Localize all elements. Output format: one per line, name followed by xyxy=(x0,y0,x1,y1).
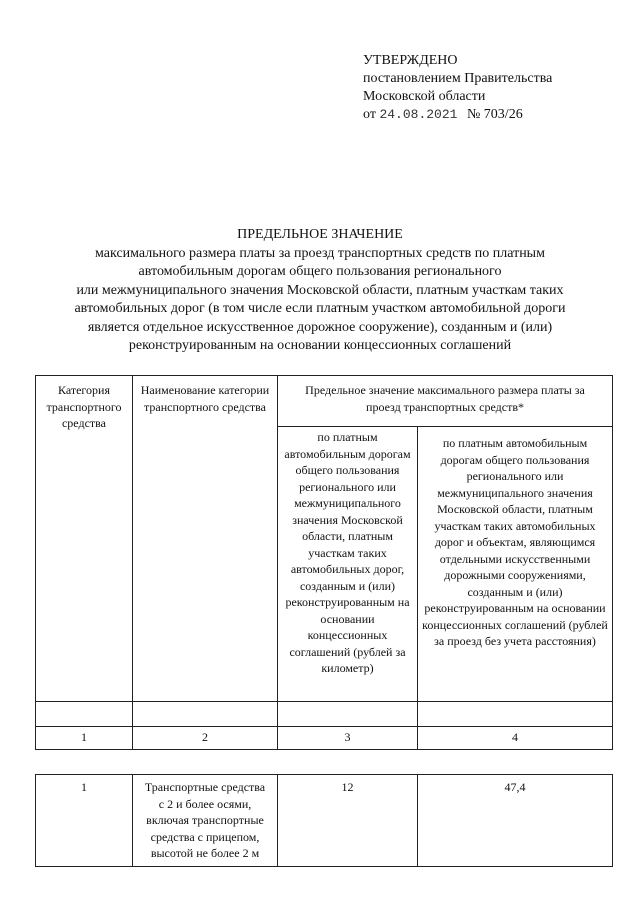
header-category: Категория транспортного средства xyxy=(36,376,133,702)
tariff-table xyxy=(35,375,613,867)
subheader-per-km: по платным автомобильным дорогам общего пользования регионального или межмуниципального значения Московской области, платным участкам таких автомобильных дорог, созданным и (или) реконструированным на основании концессионных соглашений (рублей за километр) xyxy=(278,427,418,702)
column-number: 2 xyxy=(133,727,278,750)
subheader-per-trip: по платным автомобильным дорогам общего пользования регионального или межмуниципального значения Московской области, платным участкам таких автомобильных дорог и объектам, являющимся отдельными искусственными дорожными сооружениями, созданным и (или) реконструированным на основании концессионных соглашений (рублей за проезд без учета расстояния) xyxy=(418,427,613,702)
approval-date: 24.08.2021 xyxy=(379,107,458,122)
table-spacer xyxy=(36,702,613,727)
row-vehicle-name: Транспортные средства с 2 и более осями, включая транспортные средства с прицепом, высотой не более 2 м xyxy=(133,775,278,867)
row-per-km-value: 12 xyxy=(278,775,418,867)
column-number: 4 xyxy=(418,727,613,750)
title-heading: ПРЕДЕЛЬНОЕ ЗНАЧЕНИЕ xyxy=(237,227,403,242)
row-category: 1 xyxy=(36,775,133,867)
table-header-row xyxy=(36,376,613,427)
table-spacer xyxy=(36,750,613,775)
title-line: автомобильных дорог (в том числе если платным участком автомобильной дороги xyxy=(74,301,566,316)
header-name: Наименование категории транспортного средства xyxy=(133,376,278,702)
approved-region: Московской области xyxy=(363,89,486,104)
approved-by: постановлением Правительства xyxy=(363,71,553,86)
column-number: 1 xyxy=(36,727,133,750)
header-limit-value: Предельное значение максимального размера платы за проезд транспортных средств* xyxy=(278,376,613,427)
title-line: автомобильным дорогам общего пользования регионального xyxy=(138,264,502,279)
row-per-trip-value: 47,4 xyxy=(418,775,613,867)
document-title xyxy=(40,226,600,356)
approved-date-line xyxy=(363,106,552,124)
title-line: или межмуниципального значения Московской области, платным участкам таких xyxy=(76,282,564,298)
title-line: реконструированным на основании концессионных соглашений xyxy=(128,338,512,353)
title-line: является отдельное искусственное дорожное сооружение), созданным и (или) xyxy=(87,319,553,335)
title-line: максимального размера платы за проезд транспортных средств по платным xyxy=(95,245,545,261)
date-prefix: от xyxy=(363,107,376,122)
column-number-row xyxy=(36,727,613,750)
approved-label: УТВЕРЖДЕНО xyxy=(363,53,458,68)
column-number: 3 xyxy=(278,727,418,750)
table-row xyxy=(36,775,613,867)
approval-number: № 703/26 xyxy=(466,107,523,122)
approval-stamp xyxy=(363,52,552,124)
